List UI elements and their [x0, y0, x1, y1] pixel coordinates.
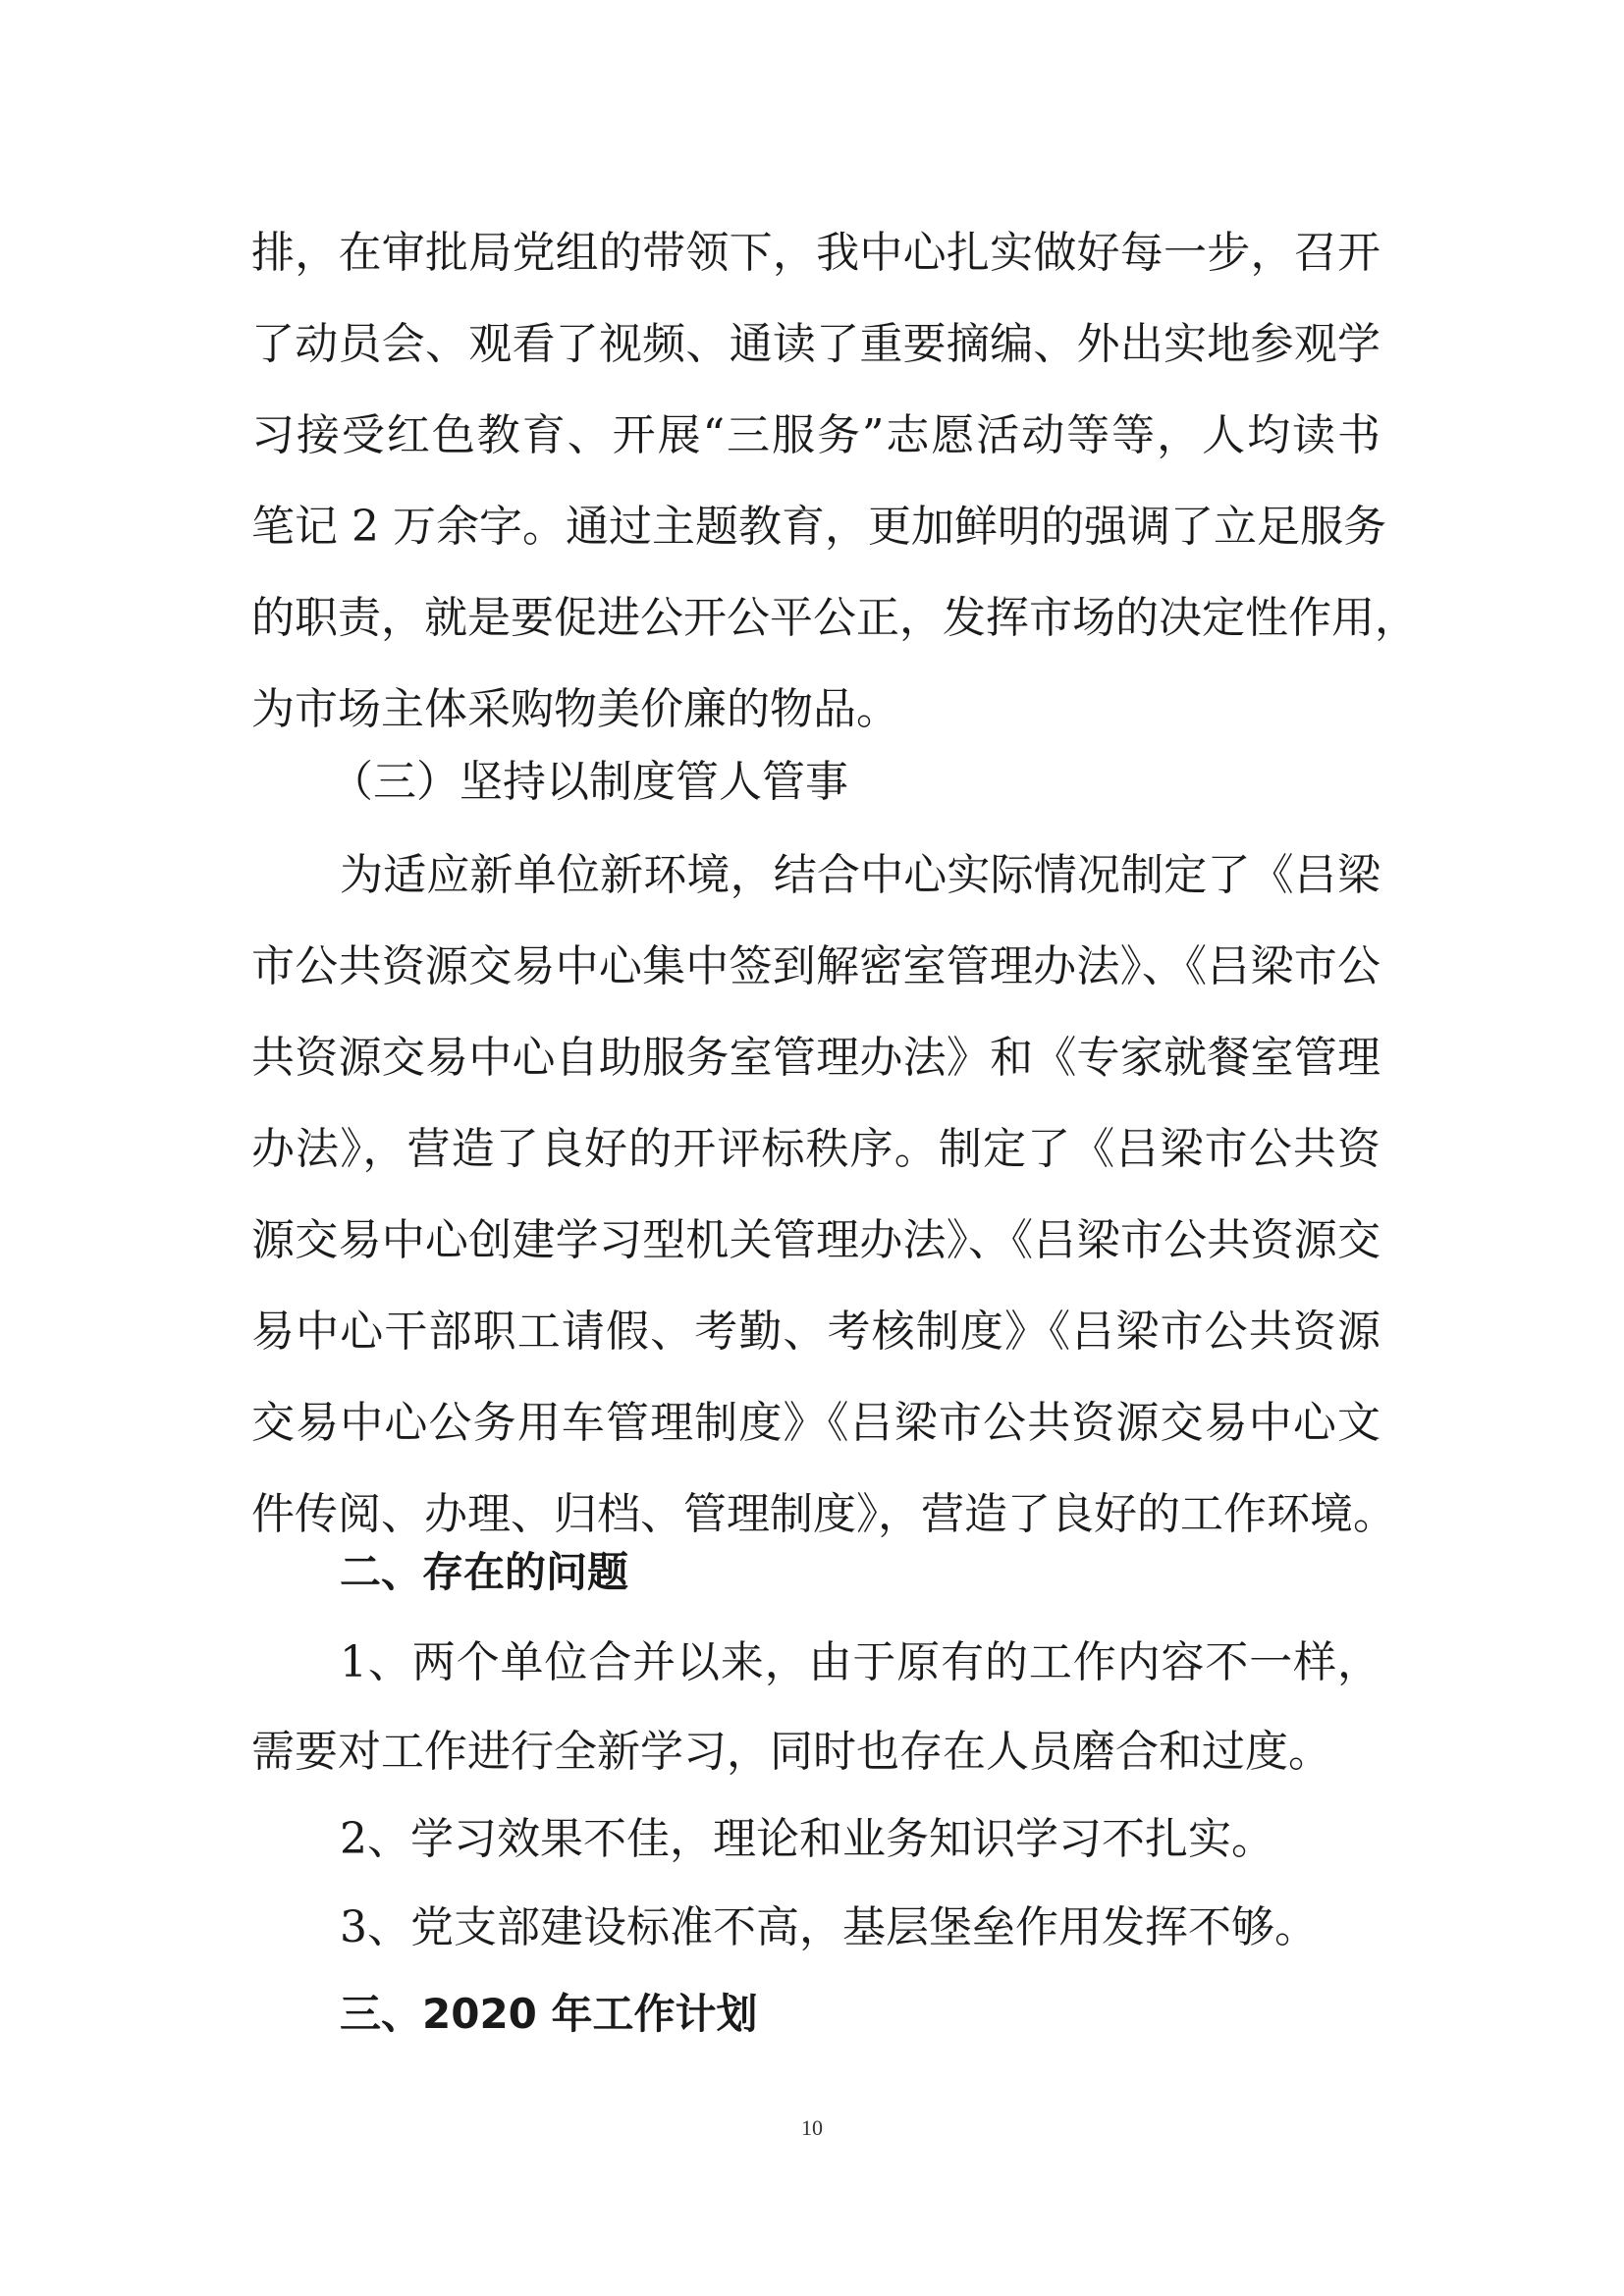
paragraph-1-line-3: 习接受红色教育、开展“三服务”志愿活动等等，人均读书	[251, 410, 1380, 460]
section-heading-problems: 二、存在的问题	[340, 1548, 629, 1596]
paragraph-1-line-2: 了动员会、观看了视频、通读了重要摘编、外出实地参观学	[251, 319, 1380, 369]
paragraph-2-line-4: 办法》，营造了良好的开评标秩序。制定了《吕梁市公共资	[251, 1124, 1380, 1174]
paragraph-2-line-3: 共资源交易中心自助服务室管理办法》和《专家就餐室管理	[251, 1033, 1380, 1083]
page-number: 10	[801, 2115, 823, 2140]
paragraph-2-line-6: 易中心干部职工请假、考勤、考核制度》《吕梁市公共资源	[251, 1307, 1380, 1357]
subheading-institutional-management: （三）坚持以制度管人管事	[330, 757, 848, 807]
paragraph-1-line-4: 笔记 2 万余字。通过主题教育，更加鲜明的强调了立足服务	[251, 502, 1386, 552]
paragraph-2-line-1: 为适应新单位新环境，结合中心实际情况制定了《吕梁	[340, 850, 1380, 900]
problem-3: 3、党支部建设标准不高，基层堡垒作用发挥不够。	[340, 1902, 1318, 1952]
problem-1-line-2: 需要对工作进行全新学习，同时也存在人员磨合和过度。	[251, 1727, 1331, 1777]
paragraph-1-line-6: 为市场主体采购物美价廉的物品。	[251, 684, 899, 734]
paragraph-2-line-8: 件传阅、办理、归档、管理制度》，营造了良好的工作环境。	[251, 1489, 1396, 1539]
paragraph-1-line-1: 排，在审批局党组的带领下，我中心扎实做好每一步，召开	[251, 228, 1380, 278]
section-heading-2020-plan: 三、2020 年工作计划	[340, 1990, 758, 2038]
paragraph-2-line-2: 市公共资源交易中心集中签到解密室管理办法》、《吕梁市公	[251, 941, 1380, 991]
paragraph-2-line-5: 源交易中心创建学习型机关管理办法》、《吕梁市公共资源交	[251, 1215, 1380, 1265]
problem-1-line-1: 1、两个单位合并以来，由于原有的工作内容不一样，	[340, 1637, 1380, 1687]
paragraph-2-line-7: 交易中心公务用车管理制度》《吕梁市公共资源交易中心文	[251, 1398, 1380, 1448]
paragraph-1-line-5: 的职责，就是要促进公开公平公正，发挥市场的决定性作用，	[251, 593, 1418, 643]
problem-2: 2、学习效果不佳，理论和业务知识学习不扎实。	[340, 1814, 1274, 1864]
